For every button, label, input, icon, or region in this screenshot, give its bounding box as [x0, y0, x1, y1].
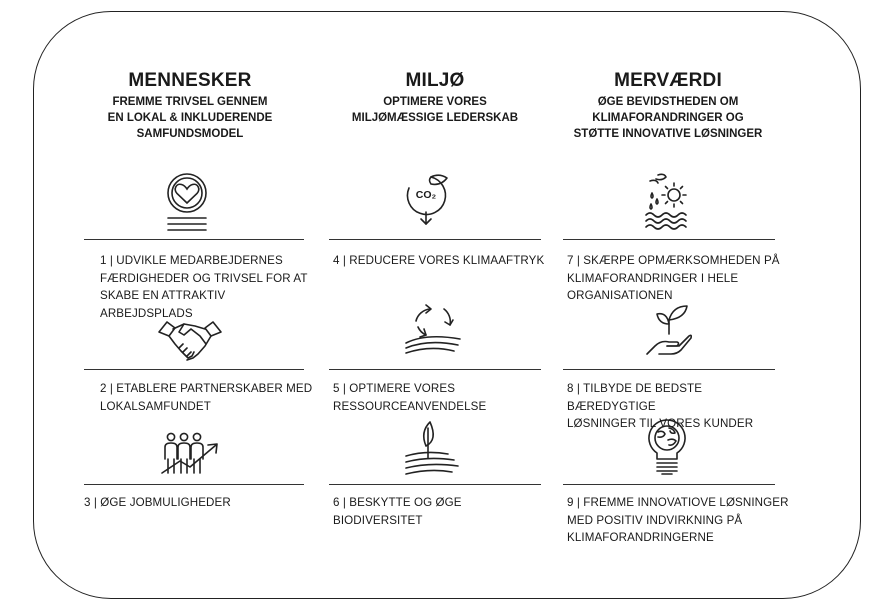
goal-item [333, 252, 548, 270]
column-title: MILJØ [405, 70, 465, 91]
divider [563, 239, 775, 240]
subtitle-line: MILJØMÆSSIGE LEDERSKAB [351, 112, 519, 124]
goal-line: 5 | OPTIMERE VORES [333, 382, 456, 395]
column-subtitle [558, 94, 778, 142]
goal-item [333, 380, 548, 415]
goal-line: 4 | REDUCERE VORES KLIMAAFTRYK [333, 254, 545, 267]
column-header-mervaerdi [558, 70, 778, 142]
goal-item [333, 494, 548, 529]
climate-weather-icon [644, 171, 692, 233]
column-title: MENNESKER [128, 70, 252, 91]
goal-line: FÆRDIGHEDER OG TRIVSEL FOR AT [100, 271, 308, 285]
goal-line: 7 | SKÆRPE OPMÆRKSOMHEDEN PÅ [567, 254, 780, 267]
goal-item [100, 380, 315, 415]
co2-reduction-icon [401, 172, 451, 228]
subtitle-line: EN LOKAL & INKLUDERENDE [107, 112, 273, 124]
subtitle-line: SAMFUNDSMODEL [136, 128, 244, 140]
column-header-mennesker [90, 70, 290, 142]
recycle-field-icon [404, 303, 462, 357]
hand-sprout-icon [645, 302, 695, 358]
people-growth-icon [160, 431, 222, 475]
heart-coin-icon [161, 172, 213, 234]
divider [329, 484, 541, 485]
handshake-icon [157, 318, 223, 364]
subtitle-line: KLIMAFORANDRINGER OG [592, 112, 744, 124]
goal-line: RESSOURCEANVENDELSE [333, 399, 487, 413]
goal-line: LOKALSAMFUNDET [100, 399, 211, 413]
goal-line: MED POSITIV INDVIRKNING PÅ [567, 513, 743, 527]
goal-item [100, 252, 315, 322]
goal-line: SKABE EN ATTRAKTIV ARBEJDSPLADS [100, 289, 226, 320]
subtitle-line: FREMME TRIVSEL GENNEM [112, 96, 268, 108]
column-subtitle [330, 94, 540, 126]
goal-line: 1 | UDVIKLE MEDARBEJDERNES [100, 254, 283, 267]
co2-label: CO₂ [415, 189, 437, 201]
divider [563, 484, 775, 485]
goal-line: KLIMAFORANDRINGERNE [567, 531, 714, 544]
goal-item [567, 494, 789, 547]
divider [563, 369, 775, 370]
column-subtitle [90, 94, 290, 142]
subtitle-line: OPTIMERE VORES [383, 96, 487, 108]
goal-line: 9 | FREMME INNOVATIOVE LØSNINGER [567, 496, 789, 509]
goal-item [84, 494, 304, 512]
column-header-miljo [330, 70, 540, 126]
leaf-field-icon [404, 418, 460, 476]
goal-line: 8 | TILBYDE DE BEDSTE BÆREDYGTIGE [567, 382, 703, 413]
goal-line: 2 | ETABLERE PARTNERSKABER MED [100, 382, 313, 395]
goal-line: 6 | BESKYTTE OG ØGE BIODIVERSITET [333, 496, 462, 527]
goal-line: LØSNINGER TIL VORES KUNDER [567, 417, 754, 430]
divider [84, 484, 304, 485]
goal-item [567, 252, 789, 305]
subtitle-line: ØGE BEVIDSTHEDEN OM [597, 96, 739, 108]
divider [84, 239, 304, 240]
column-title: MERVÆRDI [614, 70, 722, 91]
subtitle-line: STØTTE INNOVATIVE LØSNINGER [573, 128, 763, 140]
divider [329, 239, 541, 240]
goal-line: 3 | ØGE JOBMULIGHEDER [84, 496, 231, 509]
goal-line: ORGANISATIONEN [567, 289, 673, 302]
divider [84, 369, 304, 370]
goal-line: KLIMAFORANDRINGER I HELE [567, 271, 739, 285]
goal-item [567, 380, 789, 433]
divider [329, 369, 541, 370]
